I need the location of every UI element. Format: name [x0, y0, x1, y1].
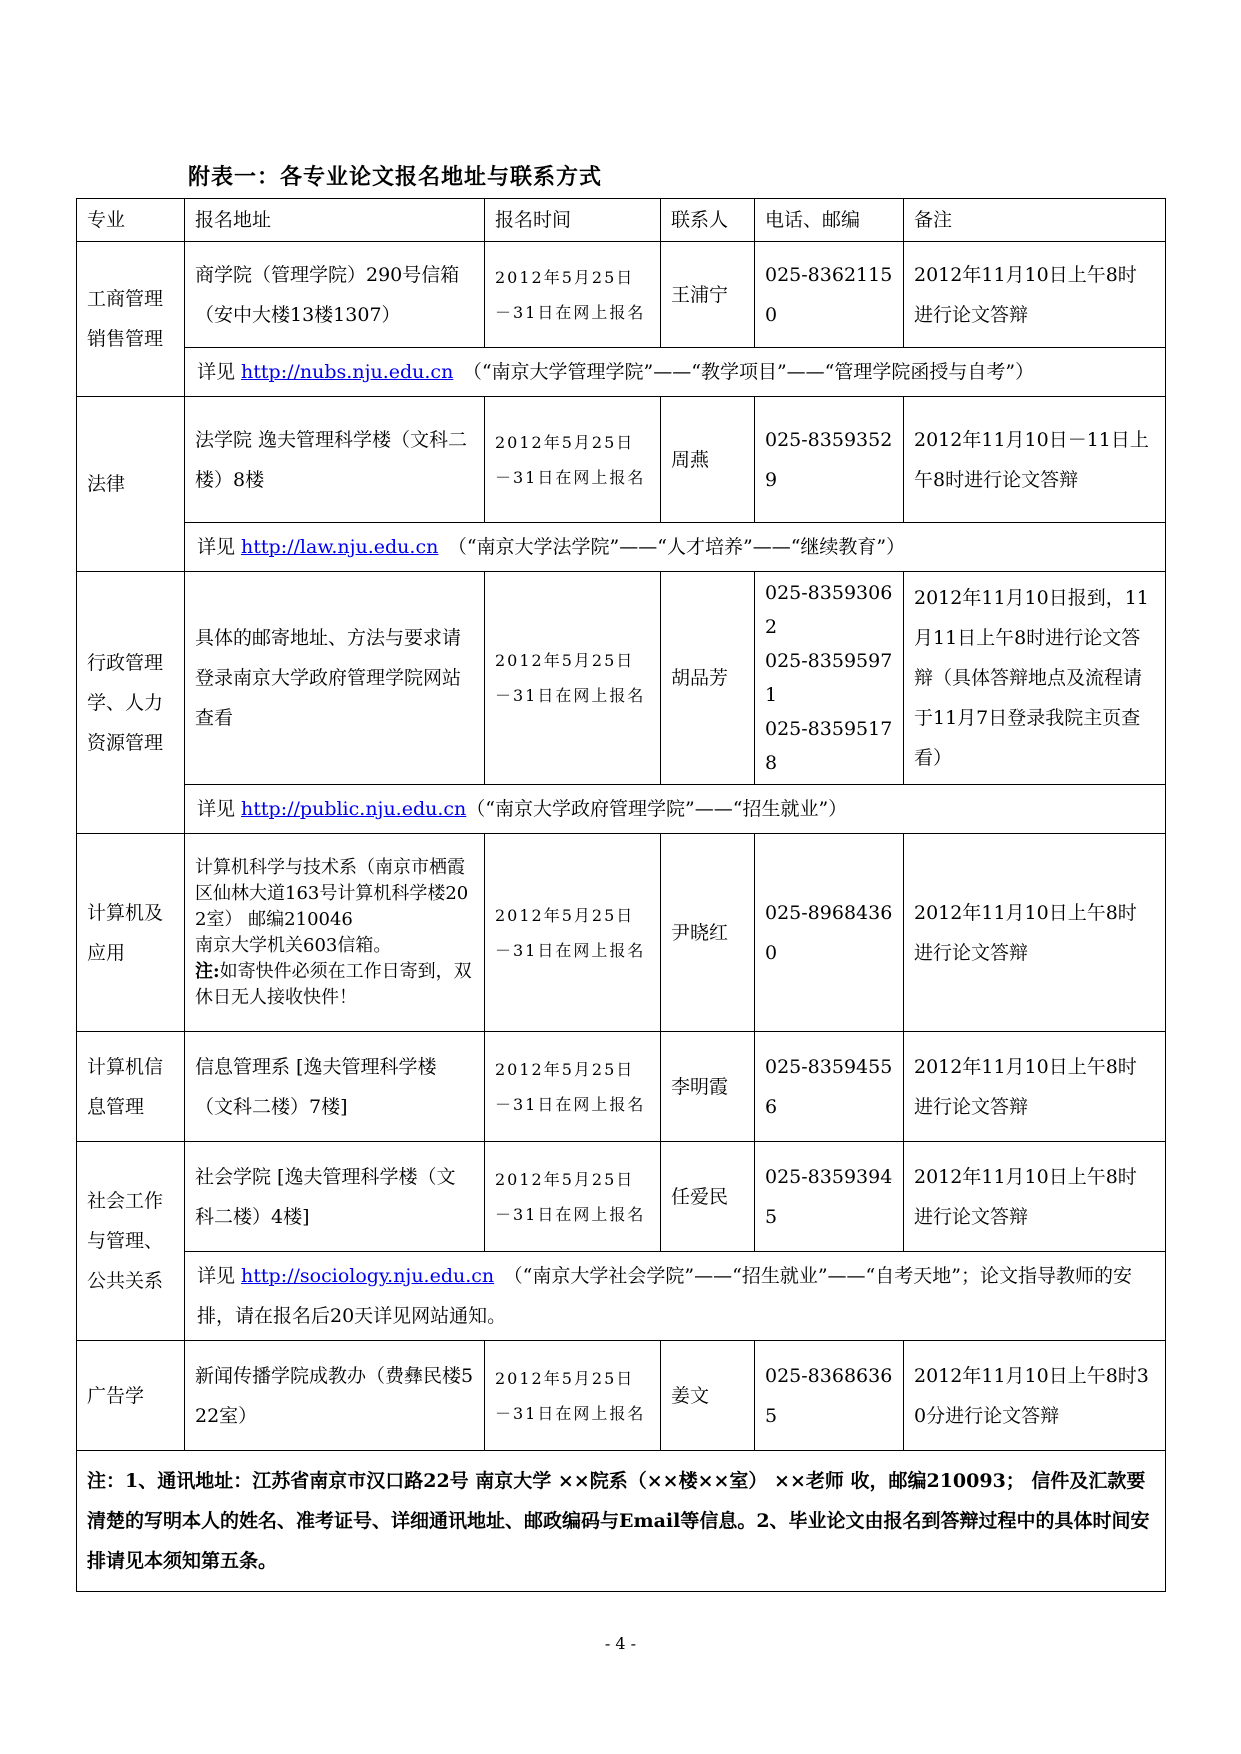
phone-line: 025-83595178	[765, 718, 893, 774]
header-address: 报名地址	[185, 199, 485, 242]
contact-cell: 胡品芳	[661, 572, 755, 785]
phone-cell: 025-83593945	[755, 1142, 904, 1252]
address-cell: 信息管理系 [逸夫管理科学楼（文科二楼）7楼]	[185, 1032, 485, 1142]
detail-row	[77, 785, 1166, 834]
detail-link[interactable]: http://law.nju.edu.cn	[241, 536, 439, 558]
detail-link[interactable]: http://nubs.nju.edu.cn	[241, 361, 454, 383]
contact-cell: 周燕	[661, 397, 755, 523]
phone-line: 025-83593062	[765, 582, 893, 638]
time-cell: 2012年5月25日－31日在网上报名	[485, 242, 661, 348]
address-line: 计算机科学与技术系（南京市栖霞区仙林大道163号计算机科学楼202室） 邮编210046	[195, 856, 469, 930]
major-cell: 行政管理学、人力资源管理	[77, 572, 185, 834]
time-cell: 2012年5月25日－31日在网上报名	[485, 397, 661, 523]
phone-cell: 025-89684360	[755, 834, 904, 1032]
contact-table	[76, 198, 1166, 1592]
note-row	[77, 1451, 1166, 1592]
header-major: 专业	[77, 199, 185, 242]
contact-cell: 姜文	[661, 1341, 755, 1451]
major-cell: 计算机及应用	[77, 834, 185, 1032]
contact-cell: 任爱民	[661, 1142, 755, 1252]
contact-cell: 尹晓红	[661, 834, 755, 1032]
table-row	[77, 1341, 1166, 1451]
detail-link[interactable]: http://sociology.nju.edu.cn	[241, 1265, 495, 1287]
phone-cell	[755, 572, 904, 785]
address-note	[195, 959, 474, 1011]
major-cell: 法律	[77, 397, 185, 572]
detail-cell	[185, 348, 1166, 397]
detail-cell	[185, 785, 1166, 834]
contact-cell: 李明霞	[661, 1032, 755, 1142]
remark-cell: 2012年11月10日上午8时30分进行论文答辩	[904, 1341, 1166, 1451]
address-cell: 法学院 逸夫管理科学楼（文科二楼）8楼	[185, 397, 485, 523]
address-cell: 新闻传播学院成教办（费彝民楼522室）	[185, 1341, 485, 1451]
address-cell: 商学院（管理学院）290号信箱（安中大楼13楼1307）	[185, 242, 485, 348]
detail-prefix: 详见	[197, 536, 242, 558]
phone-cell: 025-83593529	[755, 397, 904, 523]
note-cell: 注：1、通讯地址：江苏省南京市汉口路22号 南京大学 ××院系（××楼××室） ××老师 收，邮编210093； 信件及汇款要清楚的写明本人的姓名、准考证号、详细通讯地址、邮政编码与Email等信息。2、毕业论文由报名到答辩过程中的具体时间安排请见本须知第五条。	[77, 1451, 1166, 1592]
phone-cell: 025-83594556	[755, 1032, 904, 1142]
major-cell: 工商管理销售管理	[77, 242, 185, 397]
phone-cell: 025-83621150	[755, 242, 904, 348]
table-row	[77, 1032, 1166, 1142]
table-row	[77, 834, 1166, 1032]
detail-prefix: 详见	[197, 361, 242, 383]
detail-cell	[185, 1252, 1166, 1341]
major-cell: 计算机信息管理	[77, 1032, 185, 1142]
detail-suffix: （“南京大学管理学院”——“教学项目”——“管理学院函授与自考”）	[453, 361, 1035, 383]
detail-suffix: （“南京大学法学院”——“人才培养”——“继续教育”）	[438, 536, 906, 558]
page-title: 附表一：各专业论文报名地址与联系方式	[188, 165, 603, 190]
detail-suffix: （“南京大学社会学院”——“招生就业”——“自考天地”；论文指导教师的安排，请在报名后20天详见网站通知。	[197, 1265, 1132, 1327]
detail-prefix: 详见	[197, 798, 242, 820]
remark-cell: 2012年11月10日上午8时进行论文答辩	[904, 1142, 1166, 1252]
address-note-label: 注:	[195, 960, 220, 982]
time-cell: 2012年5月25日－31日在网上报名	[485, 834, 661, 1032]
time-cell: 2012年5月25日－31日在网上报名	[485, 1341, 661, 1451]
phone-cell: 025-83686365	[755, 1341, 904, 1451]
detail-suffix: （“南京大学政府管理学院”——“招生就业”）	[466, 798, 848, 820]
table-row	[77, 572, 1166, 785]
remark-cell: 2012年11月10日上午8时进行论文答辩	[904, 834, 1166, 1032]
detail-row	[77, 523, 1166, 572]
detail-row	[77, 1252, 1166, 1341]
header-phone: 电话、邮编	[755, 199, 904, 242]
remark-cell: 2012年11月10日上午8时进行论文答辩	[904, 242, 1166, 348]
major-cell: 社会工作与管理、公共关系	[77, 1142, 185, 1341]
table-row	[77, 397, 1166, 523]
table-row	[77, 242, 1166, 348]
header-time: 报名时间	[485, 199, 661, 242]
header-remark: 备注	[904, 199, 1166, 242]
detail-row	[77, 348, 1166, 397]
detail-link[interactable]: http://public.nju.edu.cn	[241, 798, 467, 820]
address-cell: 社会学院 [逸夫管理科学楼（文科二楼）4楼]	[185, 1142, 485, 1252]
remark-cell: 2012年11月10日－11日上午8时进行论文答辩	[904, 397, 1166, 523]
time-cell: 2012年5月25日－31日在网上报名	[485, 1032, 661, 1142]
table-row	[77, 1142, 1166, 1252]
table-header-row	[77, 199, 1166, 242]
time-cell: 2012年5月25日－31日在网上报名	[485, 572, 661, 785]
address-line: 南京大学机关603信箱。	[195, 934, 392, 956]
page-number: - 4 -	[604, 1634, 637, 1653]
contact-cell: 王浦宁	[661, 242, 755, 348]
header-contact: 联系人	[661, 199, 755, 242]
phone-line: 025-83595971	[765, 650, 893, 706]
major-cell: 广告学	[77, 1341, 185, 1451]
remark-cell: 2012年11月10日报到，11月11日上午8时进行论文答辩（具体答辩地点及流程请于11月7日登录我院主页查看）	[904, 572, 1166, 785]
address-note-text: 如寄快件必须在工作日寄到，双休日无人接收快件！	[195, 960, 472, 1008]
address-cell	[185, 834, 485, 1032]
address-cell: 具体的邮寄地址、方法与要求请登录南京大学政府管理学院网站查看	[185, 572, 485, 785]
time-cell: 2012年5月25日－31日在网上报名	[485, 1142, 661, 1252]
remark-cell: 2012年11月10日上午8时进行论文答辩	[904, 1032, 1166, 1142]
detail-cell	[185, 523, 1166, 572]
detail-prefix: 详见	[197, 1265, 242, 1287]
